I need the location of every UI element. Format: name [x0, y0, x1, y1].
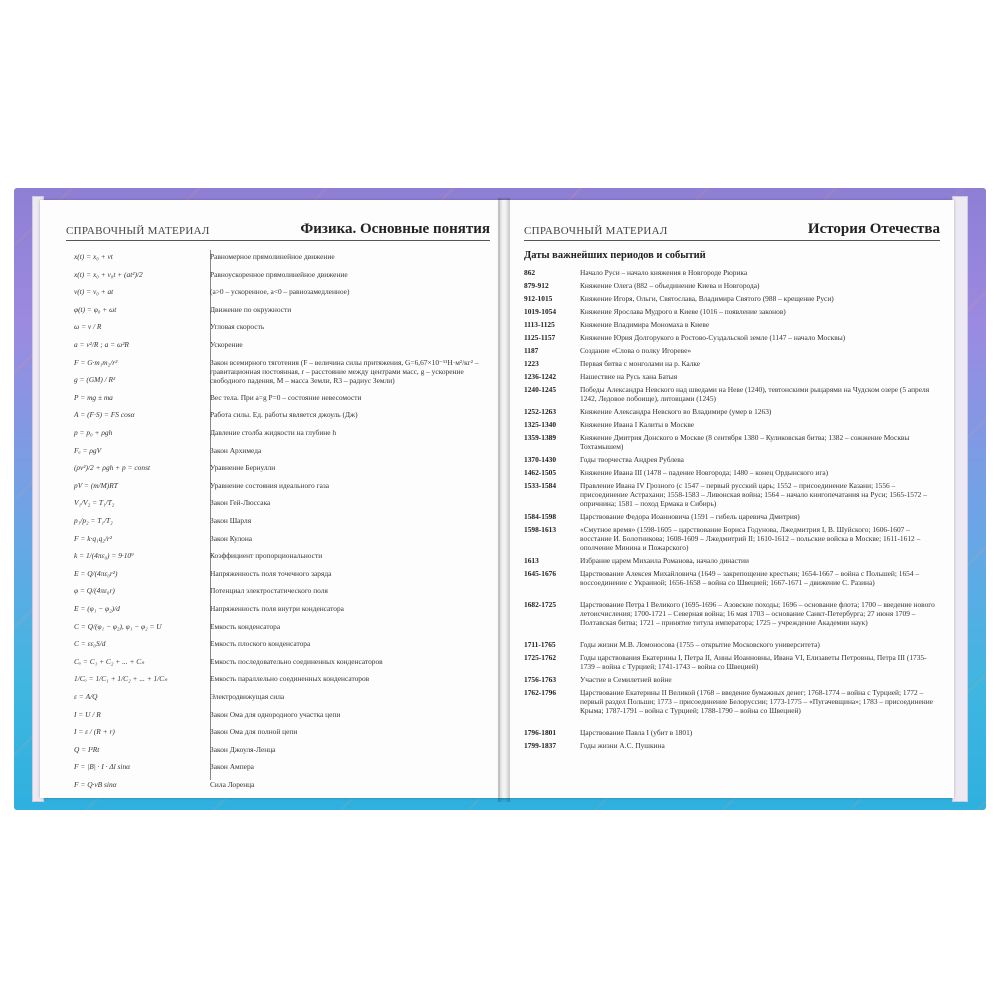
history-row: [524, 407, 940, 416]
formula: F = k·q₁q₂/r²: [74, 534, 112, 543]
right-page-title: История Отечества: [807, 221, 940, 237]
physics-row: [74, 322, 486, 331]
physics-row: [74, 270, 486, 279]
history-event: Годы жизни М.В. Ломоносова (1755 – открытие Московского университета): [580, 640, 820, 649]
formula-description: Емкость конденсатора: [210, 622, 281, 631]
formula: Q = I²Rt: [74, 745, 100, 754]
history-date: 1359-1389: [524, 433, 557, 442]
formula-description: Угловая скорость: [210, 322, 265, 331]
physics-row: [74, 252, 486, 261]
history-row: [524, 569, 940, 587]
formula: p₁/p₂ = T₁/T₂: [74, 516, 113, 525]
formula: ω = v / R: [74, 322, 102, 331]
history-row: [524, 512, 940, 521]
history-row: [524, 525, 940, 552]
formula-description: Коэффициент пропорциональности: [210, 551, 323, 560]
formula-description: Уравнение состояния идеального газа: [210, 481, 330, 490]
history-date: 879-912: [524, 281, 549, 290]
history-subtitle: Даты важнейших периодов и событий: [524, 250, 706, 261]
history-date: 1796-1801: [524, 728, 557, 737]
formula-description: Потенциал электростатического поля: [210, 586, 328, 595]
history-event: Годы творчества Андрея Рублева: [580, 455, 684, 464]
physics-row: [74, 727, 486, 736]
history-date: 1223: [524, 359, 539, 368]
history-date: 1125-1157: [524, 333, 556, 342]
formula-description: Закон всемирного тяготения (F – величина силы притяжения, G=6,67×10⁻¹¹Н·м²/кг² – гравитационная постоянная, r – расстояние между центрами масс, g – ускорение свободного падения, M – масса Земли, R3 – радиус Земли): [210, 358, 479, 385]
book-gutter: [498, 198, 510, 802]
formula-description: Закон Гей-Люссака: [210, 498, 271, 507]
history-event: Княжение Александра Невского во Владимире (умер в 1263): [580, 407, 772, 416]
history-row: [524, 455, 940, 464]
history-event: Княжение Ярослава Мудрого в Киеве (1016 – появление законов): [580, 307, 786, 316]
history-event: Княжение Ивана I Калиты в Москве: [580, 420, 695, 429]
left-page: [40, 200, 506, 798]
history-date: 912-1015: [524, 294, 553, 303]
formula: ε = A/Q: [74, 692, 98, 701]
history-date: 1762-1796: [524, 688, 557, 697]
formula: C = εε₀S/d: [74, 639, 106, 648]
left-page-header: [66, 218, 490, 241]
physics-row: [74, 622, 486, 631]
history-row: [524, 320, 940, 329]
formula-description: Закон Кулона: [210, 534, 253, 543]
formula: E = (φ₁ − φ₂)/d: [74, 604, 120, 613]
formula: g = (GM) / R²: [74, 375, 116, 384]
history-event: Княжение Олега (882 – объединение Киева и Новгорода): [580, 281, 760, 290]
history-event: Правление Ивана IV Грозного (с 1547 – первый русский царь; 1552 – присоединение Казани; 1556 – присоединение Астрахани; 1558-1583 – Ливонская война; 1564 – начало книгопечатания на Руси; 1565-1572 – опричнина; 1581 – поход Ермака в Сибирь): [580, 481, 927, 508]
history-row: [524, 333, 940, 342]
formula-description: (a>0 – ускоренное, a<0 – равнозамедленное): [210, 287, 350, 296]
formula: F = |B| · I · Δl sinα: [74, 762, 131, 771]
formula: E = Q/(4πε₀r²): [74, 569, 118, 578]
physics-row: [74, 481, 486, 490]
history-date: 1370-1430: [524, 455, 557, 464]
history-row: [524, 675, 940, 684]
formula: x(t) = x₀ + vt: [74, 252, 113, 261]
right-page-label: СПРАВОЧНЫЙ МАТЕРИАЛ: [524, 225, 668, 237]
history-row: [524, 294, 940, 303]
history-event: Избрание царем Михаила Романова, начало династии: [580, 556, 749, 565]
physics-row: [74, 586, 486, 595]
formula-description: Закон Архимеда: [210, 446, 262, 455]
formula-description: [210, 375, 486, 384]
formula-description: Электродвижущая сила: [210, 692, 285, 701]
history-event: «Смутное время» (1598-1605 – царствование Бориса Годунова, Лжедмитрия I, В. Шуйского; 1606-1607 – восстание И. Болотникова; 1608-1609 – Лжедмитрий II; 1610-1612 – польские войска в Москве; 1611-1612 – ополчение Минина и Пожарского): [580, 525, 921, 552]
history-date: 1598-1613: [524, 525, 557, 534]
formula-description: Ускорение: [210, 340, 243, 349]
history-row: [524, 420, 940, 429]
formula: F = Q·vB sinα: [74, 780, 117, 789]
history-date: 1613: [524, 556, 539, 565]
physics-row: [74, 639, 486, 648]
physics-row: [74, 551, 486, 560]
formula-description: Емкость параллельно соединенных конденсаторов: [210, 674, 370, 683]
history-event: Княжение Юрия Долгорукого в Ростово-Суздальской земле (1147 – начало Москвы): [580, 333, 846, 342]
history-event: Царствование Павла I (убит в 1801): [580, 728, 693, 737]
history-row: [524, 741, 940, 750]
physics-row: [74, 498, 486, 507]
formula-description: Закон Ампера: [210, 762, 254, 771]
physics-row: [74, 393, 486, 402]
history-date: 1645-1676: [524, 569, 557, 578]
history-row: [524, 385, 940, 403]
history-row: [524, 688, 940, 715]
physics-row: [74, 340, 486, 349]
history-event: Княжение Владимира Мономаха в Киеве: [580, 320, 710, 329]
history-event: Царствование Петра I Великого (1695-1696 – Азовские походы; 1696 – основание флота; 1700 – введение нового летоисчисления; 1700-1721 – Северная война; 16 мая 1703 – основание Санкт-Петербурга; 27 июня 1709 – Полтавская битва; 1721 – принятие титула императора; 1725 – учреждение Академии наук): [580, 600, 935, 627]
history-date: 1019-1054: [524, 307, 557, 316]
history-event: Княжение Игоря, Ольги, Святослава, Владимира Святого (988 – крещение Руси): [580, 294, 834, 303]
history-row: [524, 468, 940, 477]
physics-row: [74, 287, 486, 296]
history-event: Создание «Слова о полку Игореве»: [580, 346, 692, 355]
history-date: 1533-1584: [524, 481, 557, 490]
formula: p = p₀ + ρgh: [74, 428, 113, 437]
history-row: [524, 307, 940, 316]
history-event: Годы царствования Екатерины I, Петра II, Анны Иоанновны, Ивана VI, Елизаветы Петровны, Петра III (1735-1739 – война с Турцией; 1741-1743 – война со Швецией): [580, 653, 927, 671]
formula-description: Закон Джоуля-Ленца: [210, 745, 276, 754]
formula-description: Равноускоренное прямолинейное движение: [210, 270, 348, 279]
history-event: Царствование Алексея Михайловича (1649 – закрепощение крестьян; 1654-1667 – война с Польшей; 1654 – воссоединение с Украиной; 1656-1658 – война со Швецией; 1667-1671 – движение С. Разина): [580, 569, 920, 587]
formula: (ρv²)/2 + ρgh + p = const: [74, 463, 150, 472]
history-row: [524, 433, 940, 451]
formula: Cₒ = C₁ + C₂ + ... + Cₙ: [74, 657, 145, 666]
physics-row: [74, 446, 486, 455]
physics-row: [74, 463, 486, 472]
formula-description: Закон Ома для однородного участка цепи: [210, 710, 341, 719]
history-row: [524, 372, 940, 381]
physics-row: [74, 305, 486, 314]
history-event: Годы жизни А.С. Пушкина: [580, 741, 665, 750]
physics-row: [74, 604, 486, 613]
physics-row: [74, 375, 486, 384]
history-event: Участие в Семилетней войне: [580, 675, 672, 684]
formula-description: Закон Ома для полной цепи: [210, 727, 298, 736]
history-date: 862: [524, 268, 536, 277]
formula: v(t) = v₀ + at: [74, 287, 114, 296]
formula-description: Работа силы. Ед. работы является джоуль (Дж): [210, 410, 358, 419]
formula: C = Q/(φ₁ − φ₂), φ₁ − φ₂ = U: [74, 622, 162, 631]
formula-description: Вес тела. При a=g P=0 – состояние невесомости: [210, 393, 362, 402]
formula: φ = Q/(4πε₀r): [74, 586, 115, 595]
left-page-title: Физика. Основные понятия: [300, 221, 490, 237]
formula-description: Давление столба жидкости на глубине h: [210, 428, 337, 437]
physics-row: [74, 410, 486, 419]
history-row: [524, 640, 940, 649]
physics-row: [74, 674, 486, 683]
history-date: 1236-1242: [524, 372, 557, 381]
history-row: [524, 600, 940, 627]
history-event: Княжение Ивана III (1478 – падение Новгорода; 1480 – конец Ордынского ига): [580, 468, 829, 477]
formula: I = U / R: [74, 710, 101, 719]
physics-row: [74, 569, 486, 578]
formula-description: Сила Лоренца: [210, 780, 255, 789]
formula: φ(t) = φ₀ + ωt: [74, 305, 117, 314]
open-book: [14, 188, 986, 810]
formula: pV = (m/M)RT: [74, 481, 118, 490]
formula: P = mg ± ma: [74, 393, 113, 402]
history-event: Царствование Екатерины II Великой (1768 – введение бумажных денег; 1768-1774 – война с Турцией; 1772 – первый раздел Польши; 1773 – присоединение Белоруссии; 1773-1775 – «Пугачевщина»; 1783 – присоединение Крыма; 1787-1791 – война с Турцией; 1788-1790 – война со Швецией): [580, 688, 933, 715]
formula-description: Емкость последовательно соединенных конденсаторов: [210, 657, 383, 666]
history-date: 1252-1263: [524, 407, 557, 416]
history-date: 1113-1125: [524, 320, 555, 329]
history-event: Княжение Дмитрия Донского в Москве (8 сентября 1380 – Куликовская битва; 1382 – сожжение Москвы Тохтамышем): [580, 433, 910, 451]
formula: I = ε / (R + r): [74, 727, 115, 736]
page-edges-right: [952, 196, 968, 802]
history-date: 1756-1763: [524, 675, 557, 684]
left-page-label: СПРАВОЧНЫЙ МАТЕРИАЛ: [66, 225, 210, 237]
history-row: [524, 728, 940, 737]
history-event: Царствование Федора Иоанновича (1591 – гибель царевича Дмитрия): [580, 512, 800, 521]
history-row: [524, 268, 940, 277]
history-date: 1725-1762: [524, 653, 557, 662]
physics-row: [74, 710, 486, 719]
formula-description: Напряженность поля точечного заряда: [210, 569, 332, 578]
history-event: Нашествие на Русь хана Батыя: [580, 372, 678, 381]
physics-row: [74, 428, 486, 437]
history-row: [524, 653, 940, 671]
history-date: 1325-1340: [524, 420, 557, 429]
formula: A = (F·S) = FS cosα: [74, 410, 135, 419]
history-date: 1799-1837: [524, 741, 557, 750]
physics-row: [74, 534, 486, 543]
history-date: 1711-1765: [524, 640, 556, 649]
history-event: Победы Александра Невского над шведами на Неве (1240), тевтонскими рыцарями на Чудском озере (5 апреля 1242, Ледовое побоище), литовцами (1245): [580, 385, 930, 403]
formula: F = G·m₁m₂/r²: [74, 358, 118, 367]
right-page: [500, 200, 954, 798]
history-row: [524, 359, 940, 368]
formula: a = v²/R ; a = ω²R: [74, 340, 129, 349]
formula: k = 1/(4πε₀) = 9·10⁹: [74, 551, 134, 560]
formula: x(t) = x₀ + v₀t + (at²)/2: [74, 270, 143, 279]
right-page-header: [524, 218, 940, 241]
history-event: Начало Руси – начало княжения в Новгороде Рюрика: [580, 268, 748, 277]
history-date: 1240-1245: [524, 385, 557, 394]
formula-description: Движение по окружности: [210, 305, 292, 314]
history-date: 1682-1725: [524, 600, 557, 609]
formula-description: Закон Шарля: [210, 516, 252, 525]
history-date: 1584-1598: [524, 512, 557, 521]
history-row: [524, 346, 940, 355]
history-date: 1462-1505: [524, 468, 557, 477]
formula-description: Равномерное прямолинейное движение: [210, 252, 335, 261]
formula: 1/Cₒ = 1/C₁ + 1/C₂ + ... + 1/Cₙ: [74, 674, 168, 683]
formula: V₁/V₂ = T₁/T₂: [74, 498, 115, 507]
physics-row: [74, 516, 486, 525]
physics-row: [74, 657, 486, 666]
formula-description: Напряженность поля внутри конденсатора: [210, 604, 344, 613]
history-row: [524, 481, 940, 508]
formula: Fₐ = ρgV: [74, 446, 102, 455]
history-row: [524, 281, 940, 290]
formula-description: Емкость плоского конденсатора: [210, 639, 311, 648]
physics-row: [74, 780, 486, 789]
physics-row: [74, 692, 486, 701]
history-row: [524, 556, 940, 565]
history-date: 1187: [524, 346, 539, 355]
physics-row: [74, 762, 486, 771]
formula-description: Уравнение Бернулли: [210, 463, 276, 472]
history-event: Первая битва с монголами на р. Калке: [580, 359, 701, 368]
physics-row: [74, 745, 486, 754]
